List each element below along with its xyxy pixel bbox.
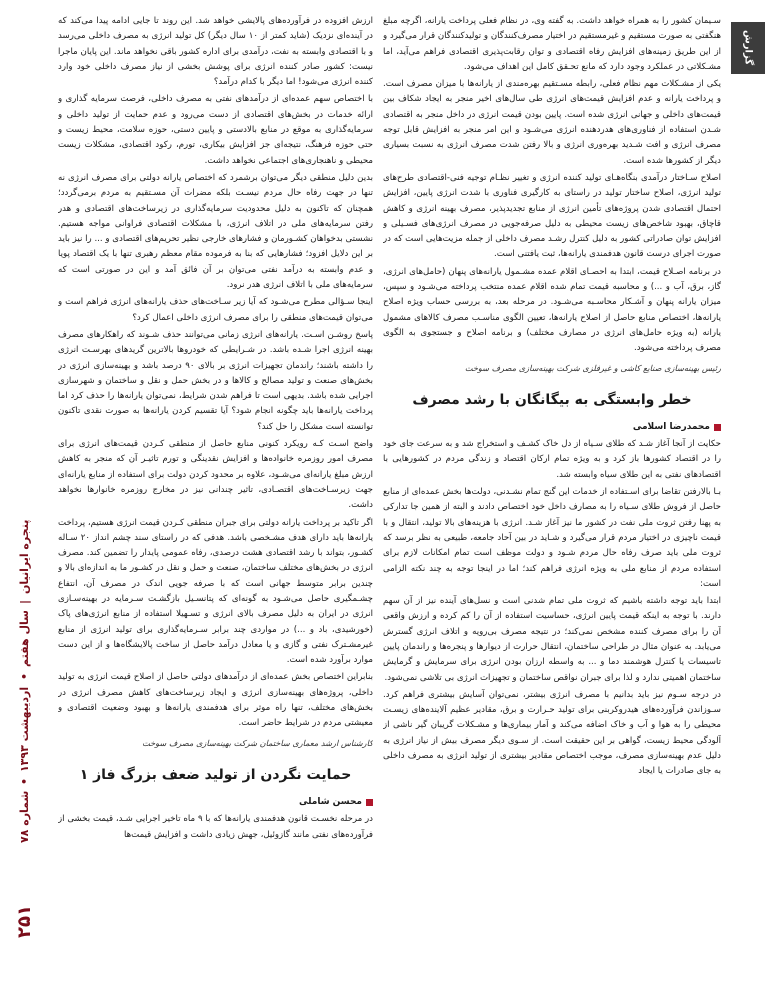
paragraph: در برنامه اصـلاح قیمت، ابتدا به احصـای اقلام عمده مشـمول یارانه‌های پنهان (حامل‌های انرژی، گاز، برق، آب و ...) و محاسبه قیمت تمام شده اقلام عمده منتخب پرداخته می‌شـود و سپس، میزان یارانه پنهان و آشـکار محاسـبه می‌شـود. در مرحله بعد، به بررسی حساب ویژه اصلاح یارانه‌ها، اختصاص منابع حاصل از اصلاح یارانه‌ها، تعیین الگوی مناسـب مصرف کالاهای مشمول یارانه (به ویژه حامل‌های انرژی در مصارف مختلف) و برنامه اصلاح و جستجوی به الگوی مصرف پرداخته می‌شود. — [383, 266, 721, 354]
paragraph: سـیمان کشور را به همراه خواهد داشت. به گفته وی، در نظام فعلی پرداخت یارانه، اگرچه مبلغ هنگفتی به صورت مستقیم و غیرمستقیم در اختیار مصرف‌کنندگان و تولیدکنندگان قرار می‌گیرد و از این طریق زمینه‌های افزایش رفاه اقتصادی و توان رقابت‌پذیری اقتصادی فراهم می‌آید، اما مشـکلاتی در عملکرد وجود دارد که مانع تحـقق کامل این اهداف می‌شود. — [383, 16, 721, 72]
author-bullet-icon — [366, 799, 373, 806]
left-column — [58, 14, 373, 974]
right-column — [383, 14, 721, 974]
paragraph: اینجا سـؤالی مطرح می‌شـود که آیا زیر سـاخت‌های حذف یارانه‌های انرژی فراهم است و می‌توان قیمت‌های منطقی را برای مصرف انرژی داخلی اعمال کرد؟ — [58, 297, 373, 323]
footer-magazine: پنجره ایرانیان — [18, 520, 31, 595]
footer-year: سال هفتم — [18, 610, 31, 668]
section-tab-label: گزارش — [742, 30, 754, 66]
section-tab — [731, 22, 765, 74]
author-signature: کارشناس ارشد معماری ساختمان شرکت بهینه‌سازی مصرف سوخت — [142, 737, 373, 748]
paragraph: واضح اسـت کـه رویکرد کنونی منابع حاصل از منطقی کـردن قیمت‌های انرژی برای مصرف امور روزمره خانواده‌ها و افزایش نقدینگی و تورم تاثیـر آن که منجر به کاهش ارزش مبلغ یارانه‌ای می‌شـود، علاوه بر محدود کردن دولت برای استفاده از منابع یارانه‌ای جهت زیرسـاخت‌های اقتصـادی، تاثیر چندانی نیز در مخارج روزمره خانوارها نخواهد داشت. — [58, 439, 373, 511]
paragraph: در مرحله نخسـت قانون هدفمندی یارانه‌ها که با ۹ ماه تاخیر اجرایی شـد، قیمت بخشی از فرآورده‌های نفتی مانند گازوئیل، جهش زیادی داشت و افزایش قیمت‌ها — [58, 814, 373, 840]
paragraph: بنابراین اختصاص بخش عمده‌ای از درآمدهای دولتی حاصل از اصلاح قیمت انرژی به تولید داخلی، پروژه‌های بهینه‌سازی انرژی و ایجاد زیرساخت‌های کاهش مصرف انرژی در بخش‌های مختلف، تنها راه موثر برای هدفمندی یارانه‌ها و بهبود وضعیت اقتصادی و معیشتی مردم در شرایط حاضر است. — [58, 672, 373, 729]
author-bullet-icon — [714, 424, 721, 431]
article-author — [383, 420, 721, 435]
paragraph: اگر تاکید بر پرداخت یارانه دولتی برای جبران منطقی کـردن قیمت انرژی هستیم، پرداخت یارانه‌ها باید دارای هدف مشـخصی باشد. هدفی که در راستای سند چشم انداز ۲۰ سـاله کشـور، بتواند با رشد اقتصادی هشت درصدی، رفاه عمومی پایدار را تضمین کند. مصرف انرژی در بخش‌های مختلف ساختمان، صنعت و حمل و نقل در کشـور ما به اندازه‌ای بالا و چندین برابر متوسط جهانی است که با صرفه جویی اندک در مصرف آن، انتفاع چشـمگیری حاصل می‌شـود به گونه‌ای که پتانسـیل بازگشـت سـرمایه در بهینه‌سـازی انرژی در ایران به دلیل مصرف بالای انرژی و تسـهیلا استفاده از منابع انرژی‌های پاک (خورشیدی، باد و ...) در مواردی چند برابر سـرمایه‌گذاری برای تولید انرژی از منابع غیرمشـترک نفتی و گازی و یا معادل درآمد حاصل از ساخت پالایشگاه‌ها و از این دست موارد برآورد شده است. — [58, 517, 373, 666]
footer-separator: • — [18, 673, 31, 681]
paragraph: با اختصاص سهم عمده‌ای از درآمدهای نفتی به مصرف داخلی، فرصت سرمایه گذاری و ارائه خدمات در بخش‌های اقتصادی از دست می‌رود و عدم حمایت از تولید داخلی و سرمایه‌گذاری به موقع در منابع بالادستی و پایین دستی، حوزه سلامت، محیط زیست و حتی حوزه فرهنگ، نتیجه‌ای جز افزایش بیکاری، تورم، رکود اقتصادی، مشکلات زیست محیطی و ناهنجاری‌های اجتماعی نخواهد داشت. — [58, 94, 373, 166]
page-number: ۲۵۱ — [14, 905, 35, 938]
author-name: محسن شاملی — [298, 796, 362, 807]
paragraph: ابتدا باید توجه داشته باشیم که ثروت ملی تمام شدنی است و نسل‌های آینده نیز از آن سهم دارند. با توجه به اینکه قیمت پایین انرژی، حساسیت استفاده از آن را کم کرده و ارزش واقعی آن را برای مصرف کننده مشخص نمی‌کند؛ در نتیجه مصرف بی‌رویه و اتلاف انرژی گسترش می‌یابد. به عنوان مثال در طراحی ساختمان، انتقال حرارت از دیوارها و پنجره‌ها و راندمان پایین تاسیسات یا کنترل هوشمند دما و ... به واسطه ارزان بودن انرژی برای سرمایش و گرمایش ساختمان اهمیتی ندارد و لذا برای جبران نواقص ساختمان و تجهیزات انرژی بی‌ تلاشی نمی‌شود. — [383, 596, 721, 683]
paragraph: بـا بالارفتن تقاضا برای اسـتفاده از خدمات این گنج تمام نشـدنی، دولت‌ها بخش عمده‌ای از منابع حاصل از فروش طلای سـیاه را به مصارف داخل خود اختصاص دادند و البته از همین جا تدارکی به پهنا رفتن ثروت ملی نفت در کشور ما نیز آغاز شـد. انرژی با هزینه‌های بالا تولید، انتقال و با قیمت ناچیزی در اختیار مردم قرار می‌گیرد و شـاید در بین آحاد جامعه، طبیعی به نظر برسد که ثروت ملی باید صرف رفاه حال مردم شـود و دولت موظف است تمام امکانات لازم برای استفاده مردم از منابع ملی به ویژه انرژی فراهم کند؛ اما در اینجا توجه به چند نکته الزامی است: — [383, 487, 721, 589]
footer-separator: • — [18, 777, 31, 785]
paragraph: پاسخ روشـن اسـت. یارانه‌های انرژی زمانی می‌توانند حذف شـوند که راهکارهای مصرف بهینه انرژی اجرا شـده باشد. در شـرایطی که خودروها بالاترین گریدهای بهرسـت انرژی را داشته باشند؛ راندمان تجهیزات انرژی بر بالای ۹۰ درصد باشد و بهینه‌سازی انرژی در بخش‌های صنعت و تولید مصالح و کالاها و در بخش حمل و نقل و ساختمان و شهرسازی اجرایی شده باشد. بدیهی است تا فراهم شدن شرایط، نمی‌توان یارانه‌ها را حذف کرد اما پرداخت یارانه‌ها باید چگونه انجام شود؟ آیا تقسیم کردن یارانه‌ها به صورت نقدی تاکنون توانسته است مشکل را حل کند؟ — [58, 329, 373, 432]
paragraph: در درجه سـوم نیز باید بدانیم با مصرف انرژی بیشتر، نمی‌توان آسایش بیشتری فراهم کرد. سـوزاندن فرآورده‌های هیدروکربنی برای تولید حـرارت و برق، مقادیر عظیم آلاینده‌های زیسـت محیطی را به هوا و آب و خاک اضافه می‌کند و آمار بیماری‌ها و مشـکلات گریبان گیر ناشی از آلودگی محیط زیست، گواهی بر این حقیقت است. از سـوی دیگر مصرف بیش از نیاز انرژی به دلیل عدم بهینه‌سازی مصرف، موجب اختصاص مقادیر بیشتری از تولید انرژی به مصرف داخلی به جای صادرات یا ایجاد — [383, 689, 721, 777]
paragraph: اصلاح سـاختار درآمدی بنگاه‌هـای تولید کننده انرژی و تغییر نظـام توجیه فنی-اقتصادی طرح‌های تولید انرژی، اصلاح ساختار تولید در راستای به کارگیری فناوری با شدت انرژی پایین، افزایش احتمال اقتصادی شدن پروژه‌های تأمین انرژی از منابع تجدیدپذیر، مصرف بهینه انرژی و کاهش قاچاق، بهبود شاخص‌های زیست محیطی به دلیل صرفه‌جویی در مصرف انرژی‌های فسـیلی و افزایش توان صادراتی کشور به دلیل کنترل رشـد مصرف داخلی از جمله مزیت‌هایی است که در صورت اجرای درست قانون هدفمندی یارانه‌ها، ثبت یافتنی است. — [383, 172, 721, 260]
paragraph: بدین دلیل منطقی دیگر می‌توان برشمرد که اختصاص یارانه دولتی برای مصرف انرژی نه تنها در جهت رفاه حال مردم نیسـت بلکه مضرات آن مسـتقیم به مردم برمی‌گردد؛ همچنان که تاکنون به دلیل محدودیت سرمایه‌گذاری در زیرساخت‌های اقتصادی و هدر رفتن سرمایه‌های ملی در اتلاف انرژی، با مشکلات اقتصادی فراوانی مواجه هستیم. نشستی بدخواهان کشـورمان و فشارهای خارجی نظیر تحریم‌های اقتصادی و ... را نیز باید بر این دلایل افزود؛ فشارهایی که بنا به فرموده مقام معظم رهبری تنها با یک اقتصاد پویا و عدم وابسته به درآمد نفتی می‌توان بر آن فائق آمد و این در صورتی است که سرمایه‌های ملی با اتلاف انرژی هدر نرود. — [58, 172, 373, 291]
article-author — [58, 795, 373, 810]
author-name: محمدرضا اسلامی — [632, 421, 710, 432]
paragraph: ارزش افزوده در فرآورده‌های پالایشی خواهد شد. این روند تا جایی ادامه پیدا می‌کند که در آینده‌ای نزدیک (شاید کمتر از ۱۰ سال دیگر) کل تولید انرژی به مصرف داخلی می‌رسد و با اقتصادی وابسته به نفت، درآمدی برای اداره کشور باقی نخواهد ماند. این پایان ماجرا نیست: کشور صادر کننده انرژی برای پوشش بخشی از نیاز مصرف داخلی خود وارد کننده انرژی می‌شود! اما دیگر با کدام درآمد؟ — [58, 16, 373, 88]
footer-separator: | — [18, 600, 31, 605]
article-title: حمایت نگردن از تولید ضعف بزرگ فاز ۱ — [79, 766, 352, 783]
footer-issue: شماره ۷۸ — [18, 790, 31, 844]
footer-month-year: اردیبهشت ۱۳۹۳ — [18, 686, 31, 772]
running-footer — [18, 520, 31, 843]
paragraph: یکی از مشـکلات مهم نظام فعلی، رابطه مسـتقیم بهره‌مندی از یارانه‌ها با میزان مصرف است. و پرداخت یارانه و عدم افزایش قیمت‌های انرژی طی سال‌های اخیر منجر به ایجاد شکاف بین قیمت‌های داخلی و جهانی انرژی شده است. پایین بودن قیمت انرژی در داخل منجر به اقتصادی شـدن استفاده از فناوری‌های هدردهنده انرژی می‌شـود و این امر منجر به افزایش قابل توجه مصرف انرژی و افت شـدید بهره‌وری انرژی و بالا رفتن شدت مصرف انرژی به نسبت بسیاری دیگر از کشورها شده است. — [383, 79, 721, 166]
article-title: خطر وابستگی به بیگانگان با رشد مصرف — [412, 391, 692, 408]
paragraph: حکایت از آنجا آغاز شـد که طلای سـیاه از دل خاک کشـف و استخراج شد و به سرعت جای خود را در اقتصاد کشورها باز کرد و به ویژه تمام ارکان اقتصاد و زندگی مردم در کشورهایی با اقتصادهای نفتی به این طلای سیاه وابسته شد. — [383, 439, 721, 480]
author-signature: رئیس بهینه‌سازی صنایع کاشی و غیرفلزی شرکت بهینه‌سازی مصرف سوخت — [464, 362, 721, 373]
